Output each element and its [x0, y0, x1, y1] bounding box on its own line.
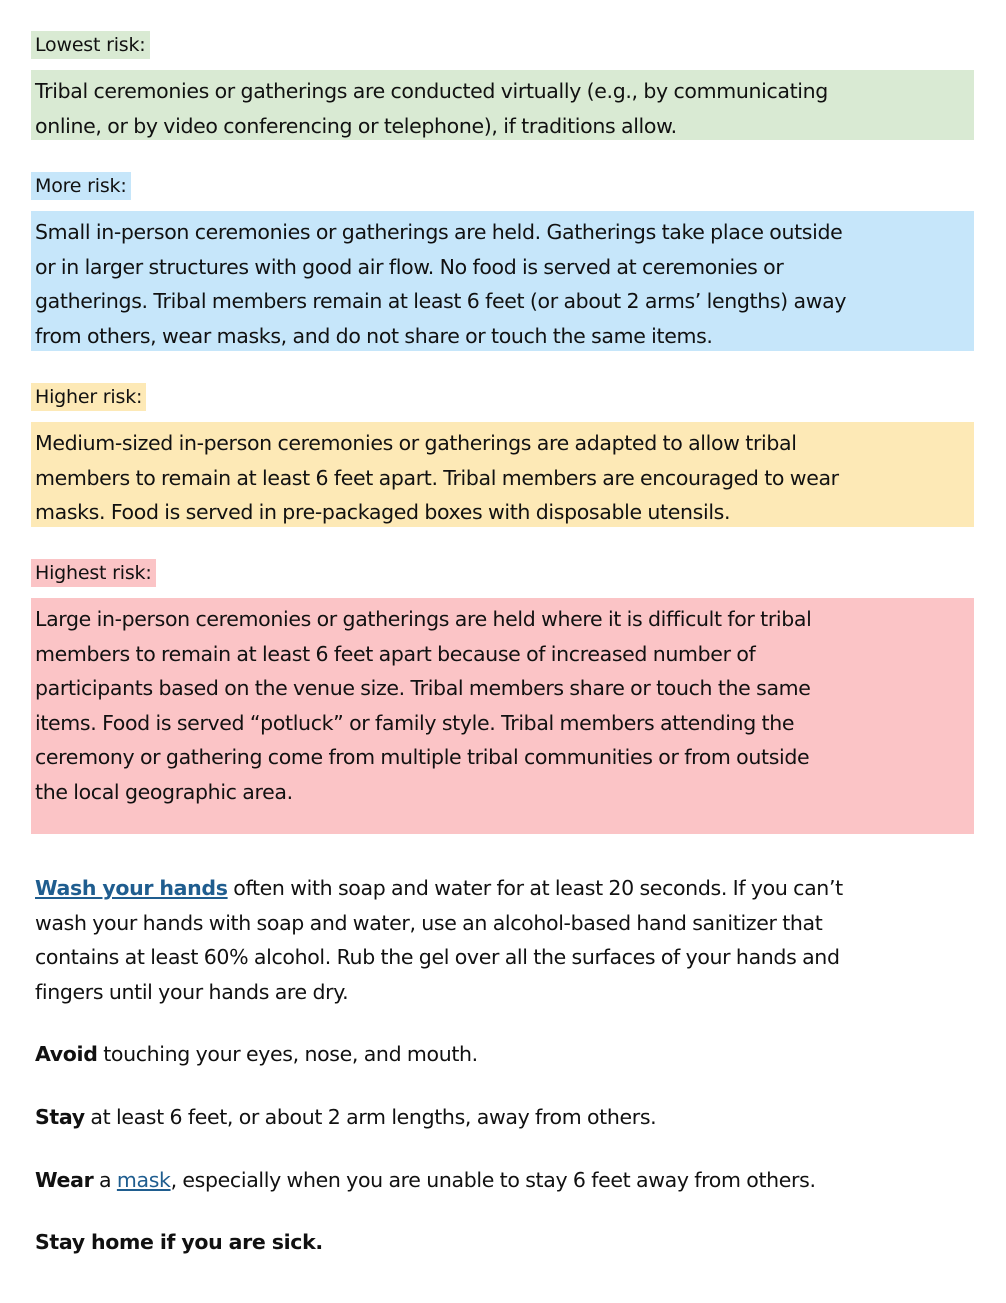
- lowest-risk-line: Tribal ceremonies or gatherings are conducted virtually (e.g., by communicating: [35, 79, 828, 103]
- higher-risk-description: [31, 422, 974, 527]
- lowest-risk-description: [31, 70, 974, 140]
- lowest-risk-line: online, or by video conferencing or telephone), if traditions allow.: [35, 113, 677, 138]
- wash-hands-line-rest: often with soap and water for at least 20 seconds. If you can’t: [227, 876, 843, 900]
- higher-risk-line: members to remain at least 6 feet apart. Tribal members are encouraged to wear: [35, 465, 839, 490]
- avoid-bold: Avoid: [35, 1042, 98, 1066]
- avoid-paragraph: [35, 1037, 975, 1072]
- wear-text-after: , especially when you are unable to stay 6 feet away from others.: [170, 1168, 816, 1192]
- stay-text: at least 6 feet, or about 2 arm lengths, away from others.: [84, 1105, 657, 1129]
- more-risk-line: Small in-person ceremonies or gatherings are held. Gatherings take place outside: [35, 220, 843, 244]
- highest-risk-line: participants based on the venue size. Tribal members share or touch the same: [35, 676, 811, 700]
- stay-bold: Stay: [35, 1105, 85, 1129]
- more-risk-line: gatherings. Tribal members remain at least 6 feet (or about 2 arms’ lengths) away: [35, 289, 847, 313]
- higher-risk-label: Higher risk:: [31, 383, 146, 411]
- wash-hands-line: [35, 871, 975, 906]
- highest-risk-line: ceremony or gathering come from multiple tribal communities or from outside: [35, 745, 810, 769]
- lowest-risk-label: Lowest risk:: [31, 31, 150, 59]
- stay-paragraph: [35, 1100, 975, 1135]
- wash-hands-line: contains at least 60% alcohol. Rub the gel over all the surfaces of your hands and: [35, 945, 840, 969]
- avoid-text: touching your eyes, nose, and mouth.: [97, 1042, 478, 1066]
- stay-home-paragraph: [35, 1225, 975, 1260]
- mask-link[interactable]: mask: [116, 1168, 171, 1192]
- wash-your-hands-link[interactable]: Wash your hands: [35, 876, 228, 900]
- highest-risk-line: Large in-person ceremonies or gatherings are held where it is difficult for tribal: [35, 607, 812, 631]
- highest-risk-label: Highest risk:: [31, 559, 156, 587]
- more-risk-line: from others, wear masks, and do not share or touch the same items.: [35, 323, 713, 348]
- wash-hands-line: wash your hands with soap and water, use an alcohol-based hand sanitizer that: [35, 910, 823, 935]
- more-risk-description: [31, 211, 974, 351]
- wash-hands-paragraph: [35, 871, 975, 1009]
- wash-hands-line: fingers until your hands are dry.: [35, 979, 349, 1004]
- higher-risk-line: Medium-sized in-person ceremonies or gatherings are adapted to allow tribal: [35, 431, 797, 455]
- wear-text-before: a: [93, 1168, 117, 1192]
- more-risk-label: More risk:: [31, 172, 131, 200]
- more-risk-line: or in larger structures with good air flow. No food is served at ceremonies or: [35, 254, 784, 279]
- highest-risk-line: the local geographic area.: [35, 779, 293, 804]
- stay-home-bold: Stay home if you are sick.: [35, 1230, 323, 1254]
- higher-risk-line: masks. Food is served in pre-packaged boxes with disposable utensils.: [35, 500, 731, 524]
- wear-paragraph: [35, 1163, 975, 1198]
- highest-risk-line: items. Food is served “potluck” or family style. Tribal members attending the: [35, 710, 795, 735]
- wear-bold: Wear: [35, 1168, 94, 1192]
- highest-risk-description: [31, 598, 974, 834]
- highest-risk-line: members to remain at least 6 feet apart because of increased number of: [35, 641, 756, 666]
